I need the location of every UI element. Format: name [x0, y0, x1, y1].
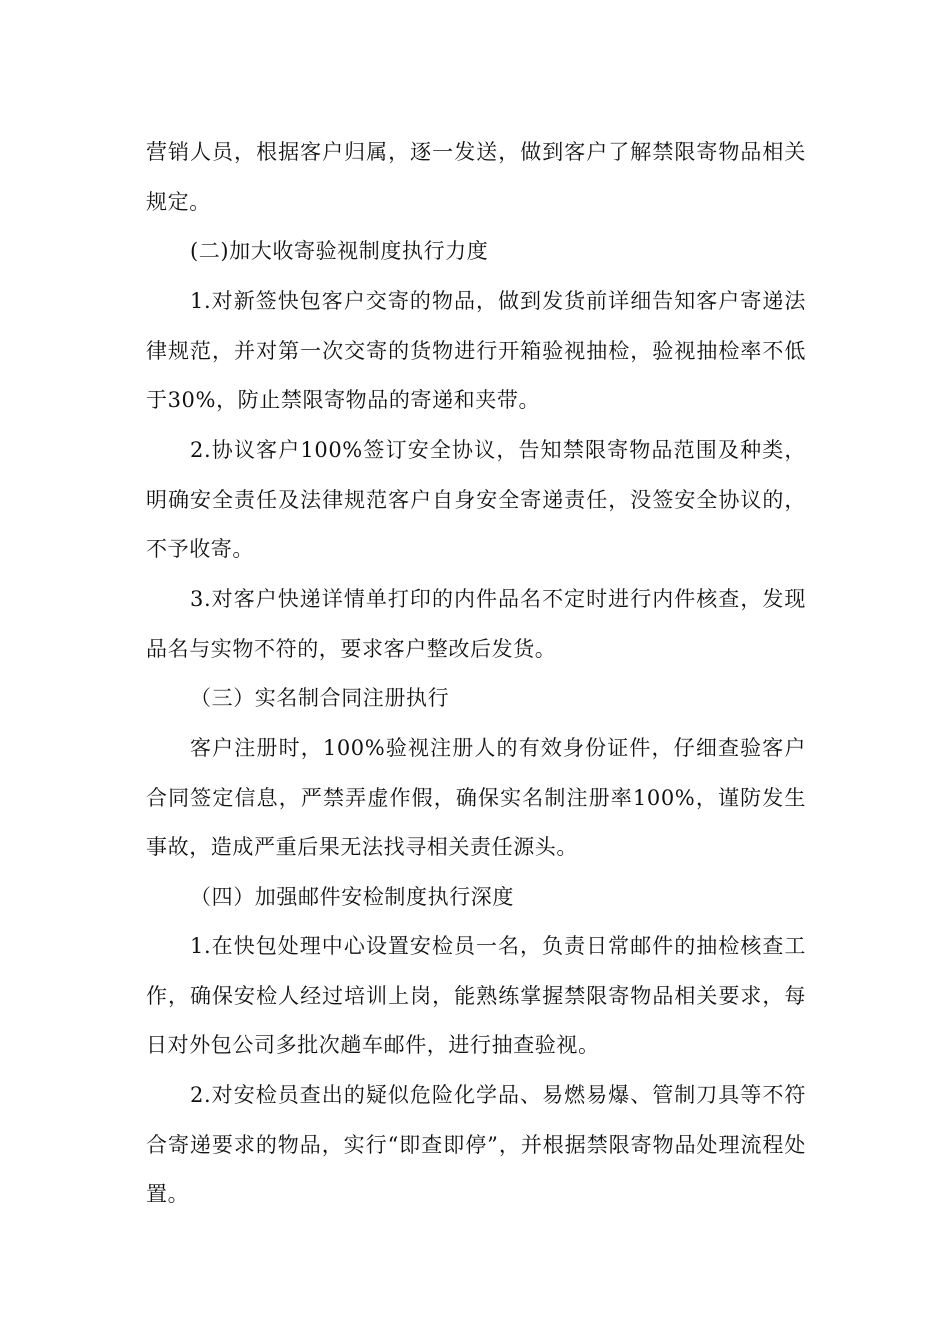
paragraph-item-3-1: 客户注册时，100%验视注册人的有效身份证件，仔细查验客户合同签定信息，严禁弄虚作假，确保实名制注册率100%，谨防发生事故，造成严重后果无法找寻相关责任源头。 — [146, 736, 806, 859]
paragraph-item-4-1: 1.在快包处理中心设置安检员一名，负责日常邮件的抽检核查工作，确保安检人经过培训上岗，能熟练掌握禁限寄物品相关要求，每日对外包公司多批次趟车邮件，进行抽查验视。 — [146, 934, 806, 1057]
paragraph-item-4-2: 2.对安检员查出的疑似危险化学品、易燃易爆、管制刀具等不符合寄递要求的物品，实行“即查即停”，并根据禁限寄物品处理流程处置。 — [146, 1083, 806, 1206]
paragraph-item-2-2: 2.协议客户100%签订安全协议，告知禁限寄物品范围及种类，明确安全责任及法律规范客户自身安全寄递责任，没签安全协议的，不予收寄。 — [146, 438, 806, 561]
section-heading-4: （四）加强邮件安检制度执行深度 — [190, 885, 514, 909]
section-heading-3: （三）实名制合同注册执行 — [190, 686, 450, 710]
section-heading-2: (二)加大收寄验视制度执行力度 — [190, 239, 489, 263]
paragraph-item-2-1: 1.对新签快包客户交寄的物品，做到发货前详细告知客户寄递法律规范，并对第一次交寄的货物进行开箱验视抽检，验视抽检率不低于30%，防止禁限寄物品的寄递和夹带。 — [146, 289, 806, 412]
paragraph-item-2-3: 3.对客户快递详情单打印的内件品名不定时进行内件核查，发现品名与实物不符的，要求客户整改后发货。 — [146, 587, 806, 661]
paragraph-continuation: 营销人员，根据客户归属，逐一发送，做到客户了解禁限寄物品相关规定。 — [146, 140, 806, 214]
